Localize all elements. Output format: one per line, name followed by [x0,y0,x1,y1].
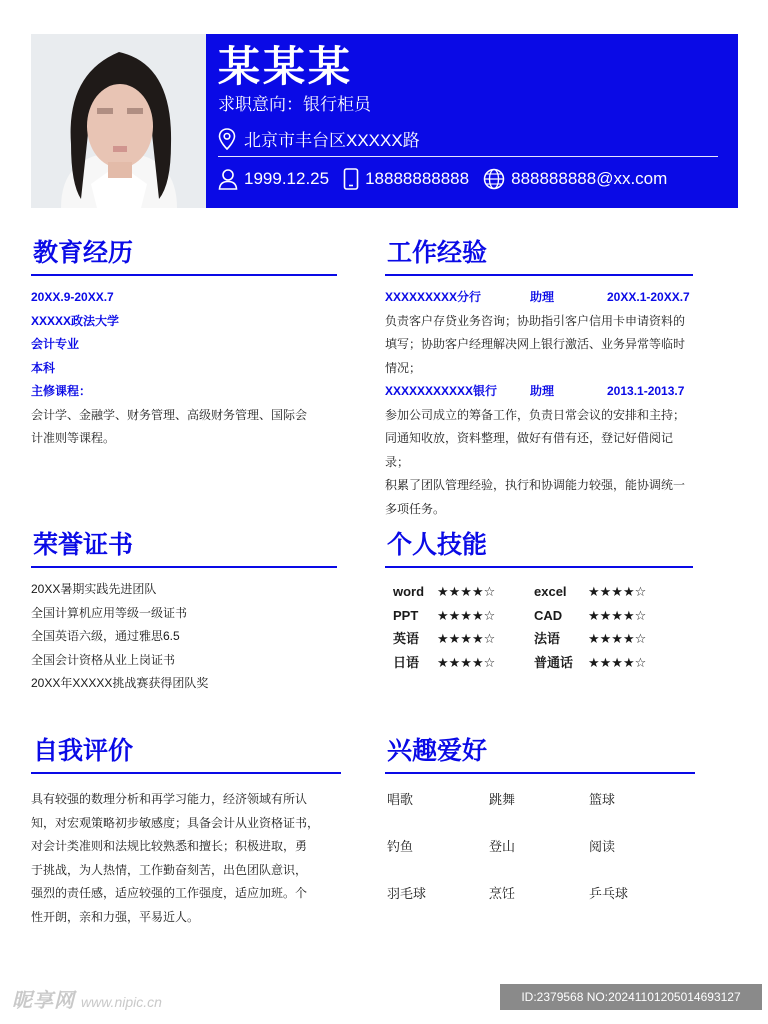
job-desc-line: 负责客户存贷业务咨询；协助指引客户信用卡申请资料的 [385,313,686,328]
person-icon [218,168,244,190]
section-underline [31,566,337,568]
education-section [31,238,337,451]
watermark-url: www.nipic.cn [81,994,162,1010]
honor-item: 全国英语六级，通过雅思6.5 [31,629,180,643]
honors-section [31,530,337,696]
education-major: 会计专业 [31,337,80,351]
hobbies-section [385,736,695,905]
birthday-text: 1999.12.25 [244,169,330,188]
job-company: XXXXXXXXX分行 [385,290,482,304]
header-divider [218,156,718,157]
courses-text-line: 计准则等课程。 [31,431,116,445]
phone-text: 18888888888 [365,169,470,188]
email-item [483,168,667,190]
hobby-item: 烹饪 [489,886,516,901]
honors-title: 荣誉证书 [33,531,134,559]
hobby-item: 羽毛球 [387,886,427,901]
job-desc-line: 情况； [385,360,422,375]
skill-name: 日语 [393,654,420,670]
skill-rating: ★★★★☆ [437,654,496,670]
skill-row [385,627,693,651]
job-desc-line: 积累了团队管理经验，执行和协调能力较强，能协调统一 [385,478,686,492]
hobby-item: 篮球 [589,792,616,807]
job-intent: 求职意向：银行柜员 [218,95,371,114]
job-desc-line: 同通知收放，资料整理，做好有借有还，登记好借阅记录； [385,431,674,469]
job-period: 20XX.1-20XX.7 [607,290,690,304]
watermark-id-badge: ID:2379568 NO:20241101205014693127 [500,984,762,1010]
self-evaluation-title: 自我评价 [33,737,134,765]
skill-name: excel [534,584,567,599]
profile-photo [31,34,206,208]
watermark-brand [12,984,162,1013]
birthday-item [218,168,329,190]
skill-rating: ★★★★☆ [437,631,496,646]
skill-row [385,651,693,675]
work-section [385,238,693,521]
skill-name: 法语 [534,631,561,646]
email-text: 888888888@xx.com [511,169,668,188]
contact-row [218,168,681,190]
honor-item: 20XX年XXXXX挑战赛获得团队奖 [31,676,209,690]
hobby-item: 唱歌 [387,792,414,807]
skill-name: CAD [534,607,563,623]
skill-name: PPT [393,607,419,623]
self-eval-line: 强烈的责任感，适应较强的工作强度，适应加班。个 [31,886,308,900]
phone-item [343,168,469,190]
job-header [385,286,693,310]
honor-item: 全国会计资格从业上岗证书 [31,652,176,667]
job-role: 助理 [530,290,555,304]
portrait-image [31,34,206,208]
address-row [218,126,420,151]
skill-rating: ★★★★☆ [588,584,647,599]
hobby-item: 钓鱼 [387,839,414,854]
job-desc-line: 参加公司成立的筹备工作，负责日常会议的安排和主持； [385,407,686,422]
education-school: XXXXX政法大学 [31,313,120,328]
section-underline [385,274,693,276]
self-eval-line: 知，对宏观策略初步敏感度；具备会计从业资格证书， [31,815,320,830]
self-evaluation-section [31,736,341,929]
hobby-item: 乒乓球 [589,886,629,901]
hobbies-title: 兴趣爱好 [387,737,488,765]
work-title: 工作经验 [387,239,488,267]
job-desc-line: 填写；协助客户经理解决网上银行激活、业务异常等临时 [385,337,686,351]
hobby-item: 阅读 [589,839,616,854]
header-banner [206,34,738,208]
courses-label: 主修课程： [31,384,92,398]
section-underline [385,772,695,774]
watermark-brand-name: 昵享网 [12,990,75,1012]
skills-section [385,530,693,674]
job-desc-line: 多项任务。 [385,501,446,516]
job-role: 助理 [530,384,555,398]
skill-name: 英语 [393,631,420,646]
job-header [385,380,693,404]
section-underline [31,772,341,774]
skill-row [385,580,693,604]
honor-item: 20XX暑期实践先进团队 [31,582,157,596]
self-eval-line: 具有较强的数理分析和再学习能力，经济领域有所认 [31,792,308,806]
self-eval-line: 性开朗，亲和力强，平易近人。 [31,909,200,924]
candidate-name: 某某某 [218,43,354,90]
self-eval-line: 对会计类准则和法规比较熟悉和擅长；积极进取，勇 [31,839,308,853]
job-company: XXXXXXXXXXX银行 [385,384,498,398]
skill-row [385,604,693,628]
honor-item: 全国计算机应用等级一级证书 [31,605,188,620]
hobby-item: 跳舞 [489,792,516,807]
skill-rating: ★★★★☆ [588,631,647,646]
phone-icon [343,168,365,190]
education-title: 教育经历 [33,239,134,267]
self-eval-line: 于挑战，为人热情，工作勤奋刻苦，出色团队意识， [31,862,308,877]
location-pin-icon [218,128,236,150]
skill-rating: ★★★★☆ [437,584,496,599]
hobby-item: 登山 [489,839,516,854]
skill-rating: ★★★★☆ [588,654,647,670]
education-period: 20XX.9-20XX.7 [31,290,114,304]
education-degree: 本科 [31,360,56,375]
skill-name: 普通话 [534,654,574,670]
skill-name: word [393,584,425,599]
courses-text-line: 会计学、金融学、财务管理、高级财务管理、国际会 [31,407,308,422]
address-text: 北京市丰台区XXXXX路 [244,131,420,150]
skills-title: 个人技能 [387,531,488,559]
job-period: 2013.1-2013.7 [607,384,685,398]
skill-rating: ★★★★☆ [588,607,647,623]
section-underline [385,566,693,568]
section-underline [31,274,337,276]
hobby-grid [385,788,695,905]
globe-icon [483,168,511,190]
skill-rating: ★★★★☆ [437,607,496,623]
